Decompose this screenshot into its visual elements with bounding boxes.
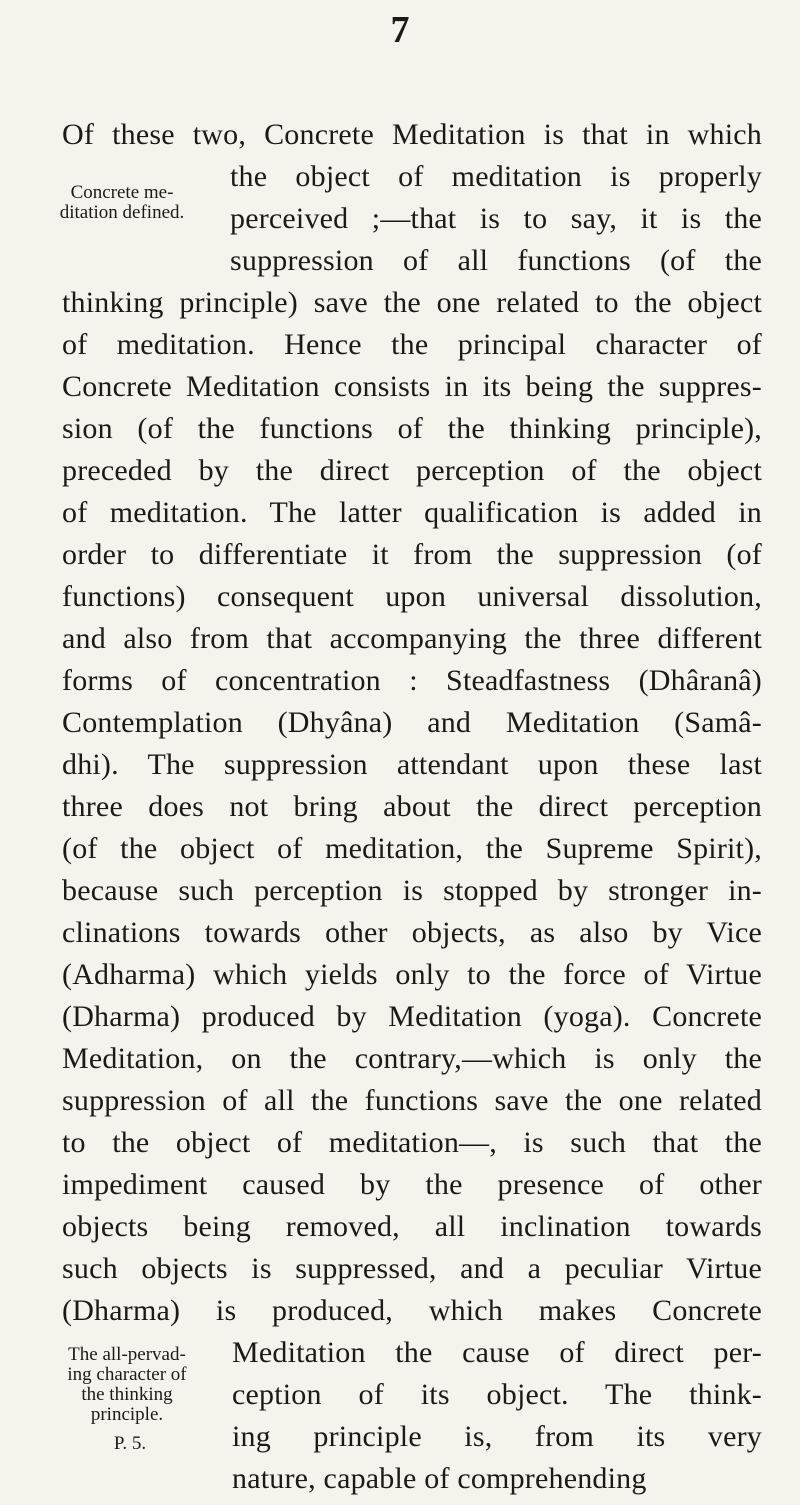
side-note-line: The all-pervad-: [68, 1344, 186, 1365]
side-note-page-ref: P. 5.: [113, 1433, 147, 1454]
side-note-line: Concrete me-: [70, 182, 174, 203]
text-line: three does not bring about the direct perception: [62, 790, 762, 823]
text-line: of meditation. Hence the principal character of: [62, 328, 762, 361]
text-line: functions) consequent upon universal dissolution,: [62, 580, 762, 613]
text-line: objects being removed, all inclination towards: [62, 1210, 762, 1243]
text-line: Of these two, Concrete Meditation is that in which: [62, 118, 762, 151]
text-line: (of the object of meditation, the Supreme Spirit),: [62, 832, 762, 865]
text-line: the object of meditation is properly: [230, 160, 762, 193]
text-line: and also from that accompanying the three different: [62, 622, 762, 655]
text-line: ception of its object. The think-: [232, 1378, 762, 1411]
text-line: Contemplation (Dhyâna) and Meditation (Samâ-: [62, 706, 762, 739]
text-line: impediment caused by the presence of other: [62, 1168, 762, 1201]
text-line: suppression of all functions (of the: [230, 244, 762, 277]
text-line: (Adharma) which yields only to the force of Virtue: [62, 958, 762, 991]
text-line: suppression of all the functions save the one related: [62, 1084, 762, 1117]
text-line: such objects is suppressed, and a peculiar Virtue: [62, 1252, 762, 1285]
text-line: (Dharma) is produced, which makes Concrete: [62, 1294, 762, 1327]
side-note-line: ing character of: [67, 1364, 187, 1385]
text-line: sion (of the functions of the thinking principle),: [62, 412, 762, 445]
text-line: forms of concentration : Steadfastness (Dhâranâ): [62, 664, 762, 697]
text-line: Meditation, on the contrary,—which is only the: [62, 1042, 762, 1075]
text-line: (Dharma) produced by Meditation (yoga). Concrete: [62, 1000, 762, 1033]
text-line: nature, capable of comprehending: [232, 1462, 647, 1495]
side-note-thinking-principle: [32, 1345, 222, 1425]
text-line: thinking principle) save the one related to the object: [62, 286, 762, 319]
page-number: 7: [390, 9, 410, 51]
text-line: because such perception is stopped by stronger in-: [62, 874, 762, 907]
text-line: ing principle is, from its very: [232, 1420, 762, 1453]
side-note-line: the thinking: [81, 1384, 173, 1405]
text-line: of meditation. The latter qualification is added in: [62, 496, 762, 529]
text-line: Meditation the cause of direct per-: [232, 1336, 762, 1369]
side-note-line: ditation defined.: [59, 202, 185, 223]
text-line: preceded by the direct perception of the object: [62, 454, 762, 487]
text-line: perceived ;—that is to say, it is the: [230, 202, 762, 235]
text-line: to the object of meditation—, is such that the: [62, 1126, 762, 1159]
text-line: dhi). The suppression attendant upon these last: [62, 748, 762, 781]
side-note-concrete-meditation: [22, 183, 222, 223]
side-note-line: principle.: [90, 1404, 164, 1425]
text-line: Concrete Meditation consists in its being the suppres-: [62, 370, 762, 403]
text-line: order to differentiate it from the suppression (of: [62, 538, 762, 571]
text-line: clinations towards other objects, as also by Vice: [62, 916, 762, 949]
